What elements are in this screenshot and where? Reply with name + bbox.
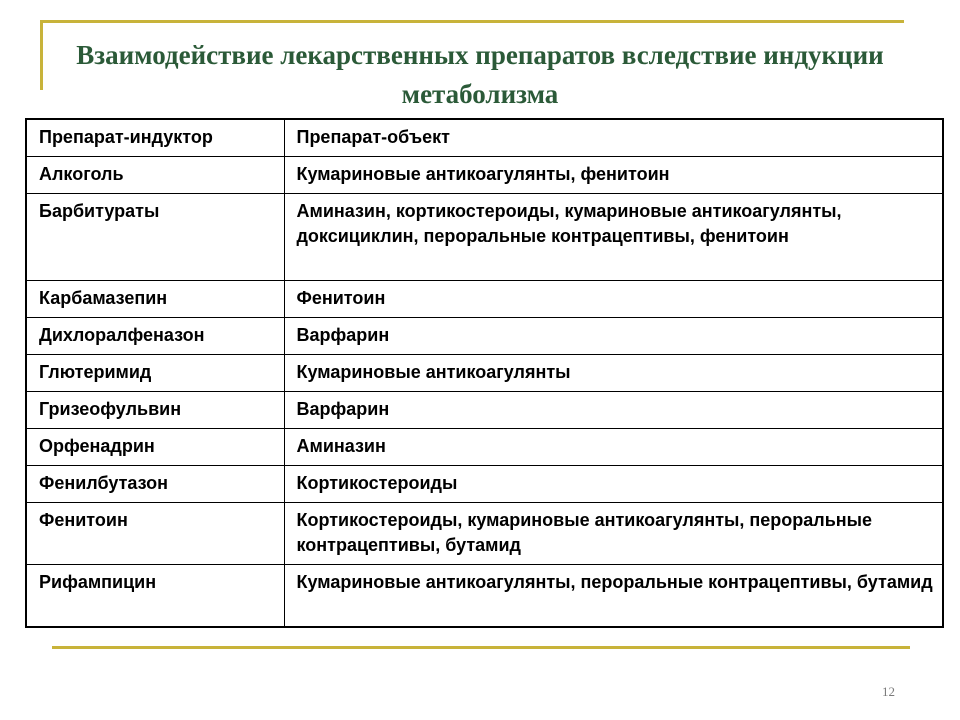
slide-number: 12 [882, 684, 895, 699]
table-row [26, 503, 943, 565]
left-decorative-rule [40, 20, 43, 90]
inducer-cell: Рифампицин [26, 565, 284, 628]
object-cell: Кортикостероиды [284, 466, 943, 503]
header-object: Препарат-объект [284, 119, 943, 157]
table-row [26, 429, 943, 466]
object-cell: Кортикостероиды, кумариновые антикоагулянты, пероральные контрацептивы, бутамид [284, 503, 943, 565]
inducer-cell: Глютеримид [26, 355, 284, 392]
object-cell: Аминазин [284, 429, 943, 466]
object-cell: Фенитоин [284, 281, 943, 318]
object-cell: Варфарин [284, 392, 943, 429]
inducer-cell: Фенилбутазон [26, 466, 284, 503]
table-row [26, 194, 943, 281]
drug-interaction-table [25, 118, 944, 628]
table-row [26, 565, 943, 628]
table-row [26, 318, 943, 355]
inducer-cell: Алкоголь [26, 157, 284, 194]
table-header-row [26, 119, 943, 157]
slide-title: Взаимодействие лекарственных препаратов вследствие индукции метаболизма [76, 40, 884, 109]
table-row [26, 281, 943, 318]
object-cell: Кумариновые антикоагулянты [284, 355, 943, 392]
object-cell: Кумариновые антикоагулянты, пероральные контрацептивы, бутамид [284, 565, 943, 628]
inducer-cell: Орфенадрин [26, 429, 284, 466]
inducer-cell: Дихлоралфеназон [26, 318, 284, 355]
header-inducer: Препарат-индуктор [26, 119, 284, 157]
object-cell: Варфарин [284, 318, 943, 355]
inducer-cell: Барбитураты [26, 194, 284, 281]
object-cell: Аминазин, кортикостероиды, кумариновые антикоагулянты, доксициклин, пероральные контрацептивы, фенитоин [284, 194, 943, 281]
table-row [26, 157, 943, 194]
inducer-cell: Гризеофульвин [26, 392, 284, 429]
table-row [26, 355, 943, 392]
bottom-decorative-rule [52, 646, 910, 649]
inducer-cell: Карбамазепин [26, 281, 284, 318]
table-row [26, 466, 943, 503]
table-row [26, 392, 943, 429]
top-decorative-rule [40, 20, 904, 23]
inducer-cell: Фенитоин [26, 503, 284, 565]
object-cell: Кумариновые антикоагулянты, фенитоин [284, 157, 943, 194]
